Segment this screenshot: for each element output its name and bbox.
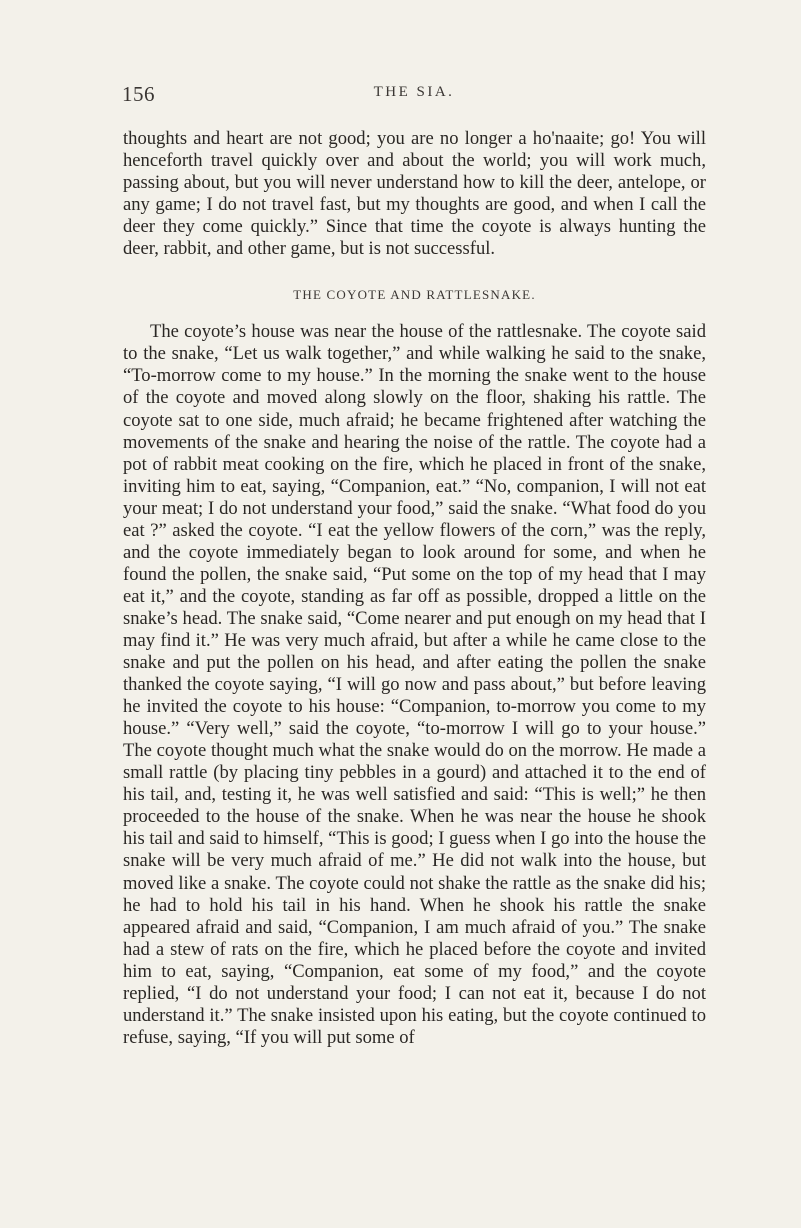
paragraph-continued: thoughts and heart are not good; you are no longer a ho'naaite; go! You will henceforth travel quickly over and about the world; you will work much, passing about, but you will never understand how to kill the deer, antelope, or any game; I do not travel fast, but my thoughts are good, and when I call the deer they come quickly.” Since that time the coyote is always hunting the deer, rabbit, and other game, but is not successful. <box>123 128 706 260</box>
running-head <box>122 82 706 112</box>
page-number: 156 <box>122 82 155 106</box>
body-text <box>123 128 706 1049</box>
section-heading: THE COYOTE AND RATTLESNAKE. <box>293 287 536 303</box>
running-title: THE SIA. <box>373 84 455 100</box>
paragraph-coyote-rattlesnake: The coyote’s house was near the house of the rattlesnake. The coyote said to the snake, “Let us walk together,” and while walking he said to the snake, “To-morrow come to my house.” In the morning the snake went to the house of the coyote and moved along slowly on the floor, shaking his rattle. The coyote sat to one side, much afraid; he became frightened after watching the movements of the snake and hearing the noise of the rattle. The coyote had a pot of rabbit meat cooking on the fire, which he placed in front of the snake, inviting him to eat, saying, “Companion, eat.” “No, companion, I will not eat your meat; I do not understand your food,” said the snake. “What food do you eat ?” asked the coyote. “I eat the yellow flowers of the corn,” was the reply, and the coyote immediately began to look around for some, and when he found the pollen, the snake said, “Put some on the top of my head that I may eat it,” and the coyote, standing as far off as possible, dropped a little on the snake’s head. The snake said, “Come nearer and put enough on my head that I may find it.” He was very much afraid, but after a while he came close to the snake and put the pollen on his head, and after eating the pollen the snake thanked the coyote saying, “I will go now and pass about,” but before leaving he invited the coyote to his house: “Companion, to-morrow you come to my house.” “Very well,” said the coyote, “to-morrow I will go to your house.” The coyote thought much what the snake would do on the morrow. He made a small rattle (by placing tiny pebbles in a gourd) and attached it to the end of his tail, and, testing it, he was well satisfied and said: “This is well;” he then proceeded to the house of the snake. When he was near the house he shook his tail and said to himself, “This is good; I guess when I go into the house the snake will be very much afraid of me.” He did not walk into the house, but moved like a snake. The coyote could not shake the rattle as the snake did his; he had to hold his tail in his hand. When he shook his rattle the snake appeared afraid and said, “Companion, I am much afraid of you.” The snake had a stew of rats on the fire, which he placed before the coyote and invited him to eat, saying, “Companion, eat some of my food,” and the coyote replied, “I do not understand your food; I can not eat it, because I do not understand it.” The snake insisted upon his eating, but the coyote continued to refuse, saying, “If you will put some of <box>123 321 706 1048</box>
